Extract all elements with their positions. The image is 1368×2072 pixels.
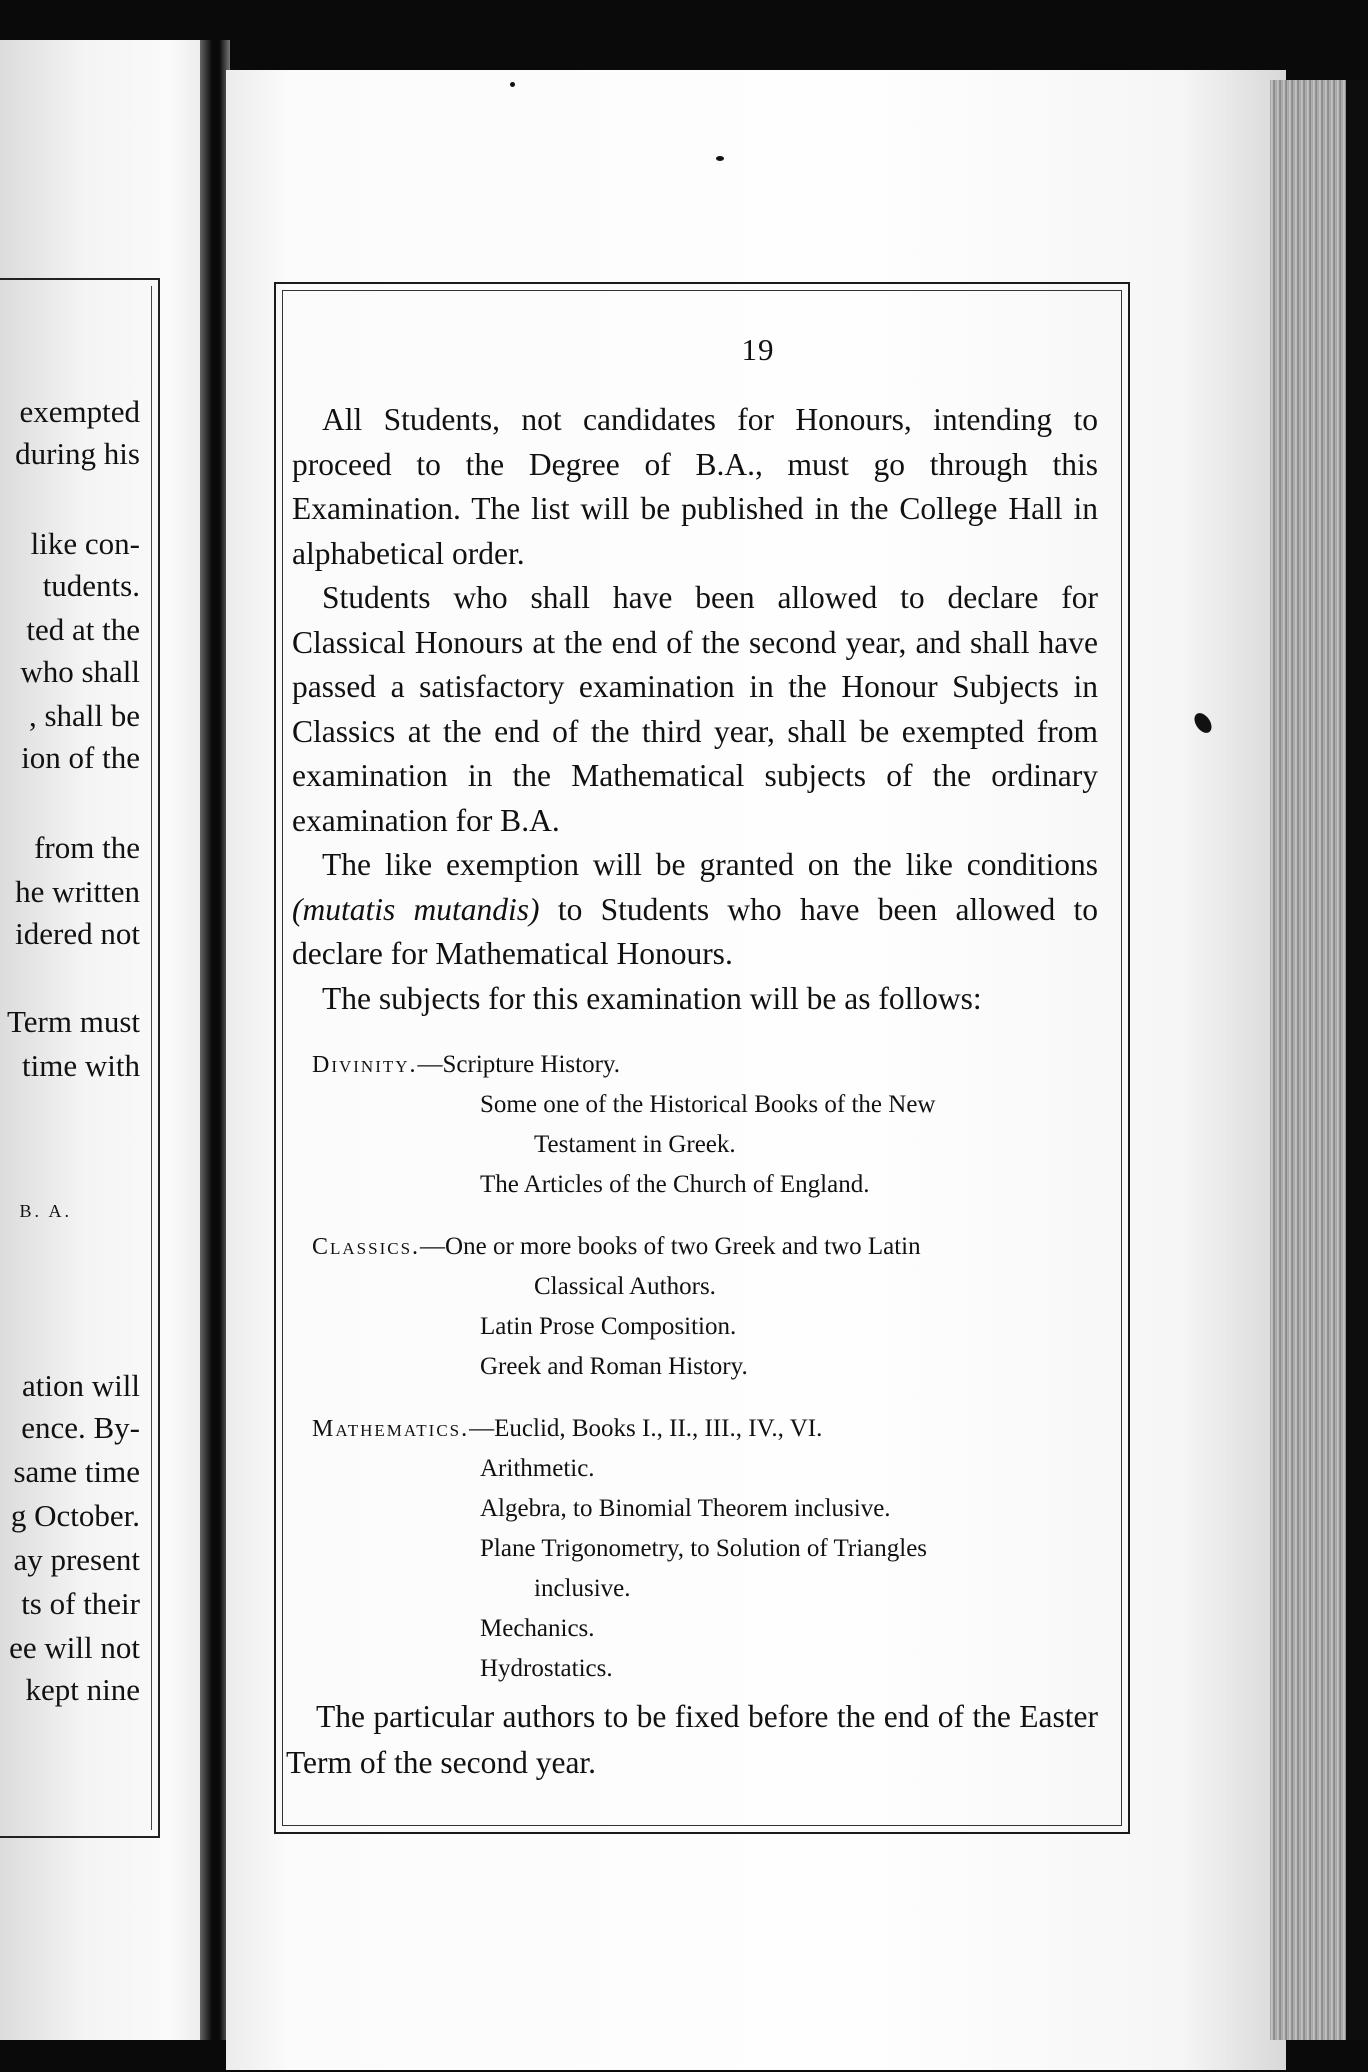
previous-page-line: same time xyxy=(13,1454,140,1489)
latin-phrase: (mutatis mutandis) xyxy=(292,891,540,927)
previous-page-line: ted at the xyxy=(26,612,140,647)
previous-page-line: ts of their xyxy=(21,1586,140,1621)
subjects-intro: The subjects for this examination will be as follows: xyxy=(322,980,982,1016)
paragraph-exemption: The like exemption will be granted on the like conditions (mutatis mutandis) to Students who have been allowed to declare for Mathematical Honours. xyxy=(292,847,1098,971)
subject-heading: Divinity. xyxy=(312,1052,418,1078)
previous-page-line: from the xyxy=(34,830,140,865)
subject-heading: Mathematics. xyxy=(312,1416,470,1442)
previous-page-line: who shall xyxy=(20,654,140,689)
subject-item: Plane Trigonometry, to Solution of Triangles xyxy=(480,1535,928,1562)
previous-page-line: exempted xyxy=(19,394,140,429)
subject-item: One or more books of two Greek and two Latin xyxy=(445,1233,921,1260)
subject-item: The Articles of the Church of England. xyxy=(480,1171,870,1198)
subject-item: Latin Prose Composition. xyxy=(480,1313,737,1340)
previous-page-line: ay present xyxy=(13,1542,140,1577)
subject-mathematics: Mathematics.—Euclid, Books I., II., III., IV., VI. Arithmetic. Algebra, to Binomial Theorem inclusive. Plane Trigonometry, to Solution of Triangles inclusive. Mechanics. Hydrostatics. xyxy=(312,1409,1104,1689)
previous-page-line: he written xyxy=(15,874,140,909)
scan-speck xyxy=(510,82,515,87)
previous-page-line: ation will xyxy=(22,1368,140,1403)
page-number: 19 xyxy=(741,332,775,367)
subject-item: Scripture History. xyxy=(442,1051,621,1078)
scan-speck xyxy=(716,156,724,161)
previous-page-line: kept nine xyxy=(25,1672,140,1707)
subject-item: Classical Authors. xyxy=(534,1273,716,1300)
previous-page-line: ee will not xyxy=(9,1630,140,1665)
page-edges xyxy=(1270,80,1368,2040)
previous-page-line: Term must xyxy=(6,1004,140,1039)
subject-item: Greek and Roman History. xyxy=(480,1353,748,1380)
closing-note xyxy=(286,1694,1098,1786)
previous-page-line: time with xyxy=(22,1048,140,1083)
subject-item: Euclid, Books I., II., III., IV., VI. xyxy=(494,1415,823,1442)
previous-page-line: ion of the xyxy=(21,740,140,775)
subject-item: Mechanics. xyxy=(480,1615,595,1642)
subjects-list xyxy=(312,1045,1104,1711)
subject-heading: Classics. xyxy=(312,1234,421,1260)
subject-divinity: Divinity.—Scripture History. Some one of the Historical Books of the New Testament in Greek. The Articles of the Church of England. xyxy=(312,1045,1104,1205)
previous-page-line: during his xyxy=(15,436,140,471)
previous-page-line: idered not xyxy=(15,916,140,951)
subject-item: inclusive. xyxy=(534,1575,631,1602)
previous-page-line: like con- xyxy=(30,526,140,561)
subject-item: Hydrostatics. xyxy=(480,1655,613,1682)
subject-item: Some one of the Historical Books of the New xyxy=(480,1091,936,1118)
previous-page-line: ence. By- xyxy=(21,1410,140,1445)
paragraph: Students who shall have been allowed to declare for Classical Honours at the end of the second year, and shall have passed a satisfactory examination in the Honour Subjects in Classics at the end of the third year, shall be exempted from examination in the Mathematical subjects of the ordinary examination for B.A. xyxy=(292,580,1098,838)
subject-item: Arithmetic. xyxy=(480,1455,595,1482)
page-body xyxy=(292,398,1098,1021)
subject-item: Testament in Greek. xyxy=(534,1131,736,1158)
subject-item: Algebra, to Binomial Theorem inclusive. xyxy=(480,1495,891,1522)
paragraph: All Students, not candidates for Honours, intending to proceed to the Degree of B.A., must go through this Examination. The list will be published in the College Hall in alphabetical order. xyxy=(292,402,1098,571)
subject-classics: Classics.—One or more books of two Greek and two Latin Classical Authors. Latin Prose Composition. Greek and Roman History. xyxy=(312,1227,1104,1387)
paragraph: The particular authors to be fixed before the end of the Easter Term of the second year. xyxy=(286,1699,1098,1780)
previous-page-line: tudents. xyxy=(42,568,140,603)
previous-page-heading: B. A. xyxy=(19,1201,72,1221)
previous-page-line: , shall be xyxy=(28,698,140,733)
previous-page-line: g October. xyxy=(10,1498,140,1533)
